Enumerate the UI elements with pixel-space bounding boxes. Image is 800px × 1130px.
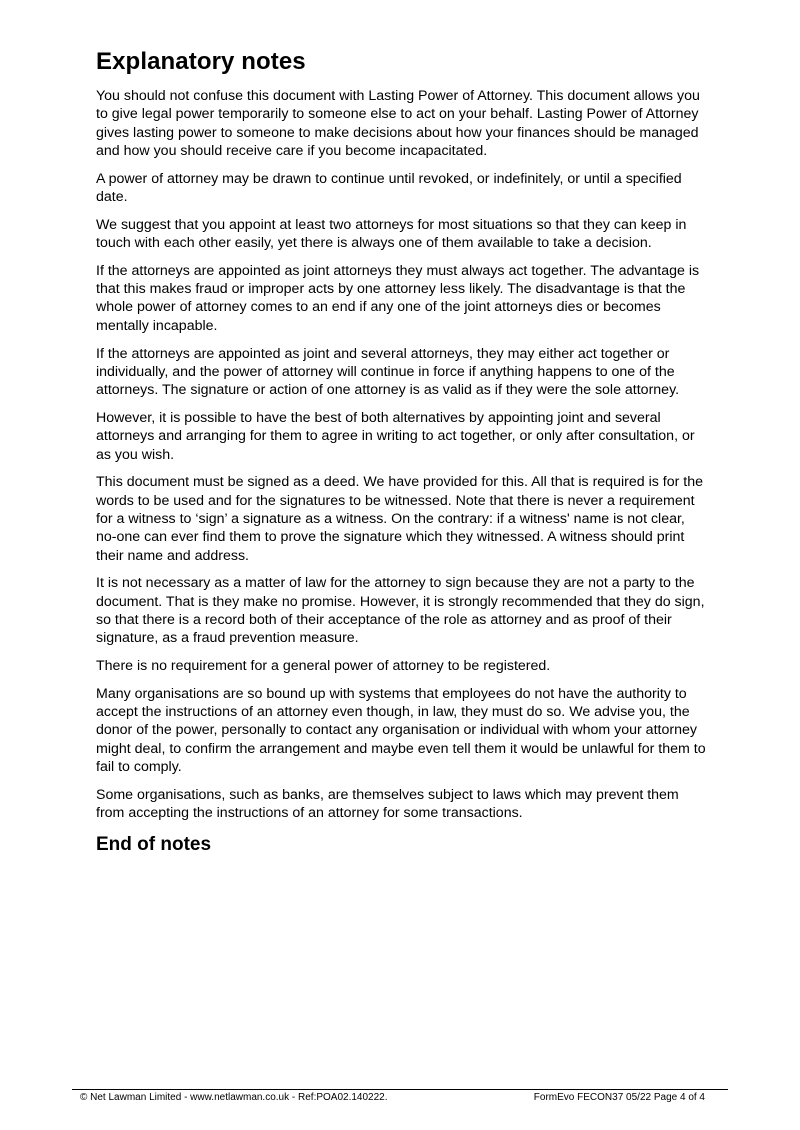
paragraph-attorney-signature: It is not necessary as a matter of law for the attorney to sign because they are not a party to the document. That is they make no promise. However, it is strongly recommended that they do sign, so that there is a record both of their acceptance of the role as attorney and as proof of their signature, as a fraud prevention measure. — [96, 575, 705, 647]
footer-page-reference: FormEvo FECON37 05/22 Page 4 of 4 — [533, 1092, 705, 1103]
end-of-notes-heading: End of notes — [96, 834, 212, 856]
paragraph-best-of-both: However, it is possible to have the best of both alternatives by appointing joint and several attorneys and arranging for them to agree in writing to act together, or only after consultation, or as you wish. — [96, 409, 695, 463]
document-page — [96, 46, 708, 856]
paragraph-joint-attorneys: If the attorneys are appointed as joint attorneys they must always act together. The advantage is that this makes fraud or improper acts by one attorney less likely. The disadvantage is that the whole power of attorney comes to an end if any one of the joint attorneys dies or becomes mentally incapable. — [96, 262, 700, 334]
footer-divider — [72, 1089, 728, 1090]
paragraph-organisations: Many organisations are so bound up with systems that employees do not have the authority to accept the instructions of an attorney even though, in law, they must do so. We advise you, the donor of the power, personally to contact any organisation or individual with whom your attorney might deal, to confirm the arrangement and maybe even tell them it would be unlawful for them to fail to comply. — [96, 685, 706, 775]
page-title: Explanatory notes — [96, 48, 306, 75]
paragraph-duration: A power of attorney may be drawn to continue until revoked, or indefinitely, or until a specified date. — [96, 170, 682, 205]
paragraph-two-attorneys: We suggest that you appoint at least two attorneys for most situations so that they can keep in touch with each other easily, yet there is always one of them available to take a decision. — [96, 216, 687, 252]
paragraph-lpa-distinction: You should not confuse this document with Lasting Power of Attorney. This document allows you to give legal power temporarily to someone else to act on your behalf. Lasting Power of Attorney gives lasting power to someone to make decisions about how your finances should be managed and how you should receive care if you become incapacitated. — [96, 88, 700, 159]
paragraph-signed-as-deed: This document must be signed as a deed. We have provided for this. All that is required is for the words to be used and for the signatures to be witnessed. Note that there is never a requirement for a witness to ‘sign’ a signature as a witness. On the contrary: if a witness' name is not clear, no-one can ever find them to prove the signature which they witnessed. A witness should print their name and address. — [96, 474, 703, 564]
paragraph-banks: Some organisations, such as banks, are themselves subject to laws which may prevent them from accepting the instructions of an attorney for some transactions. — [96, 786, 679, 822]
paragraph-joint-and-several: If the attorneys are appointed as joint and several attorneys, they may either act together or individually, and the power of attorney will continue in force if anything happens to one of the attorneys. The signature or action of one attorney is as valid as if they were the sole attorney. — [96, 345, 680, 399]
paragraph-registration: There is no requirement for a general power of attorney to be registered. — [96, 658, 551, 675]
footer-copyright: © Net Lawman Limited - www.netlawman.co.uk - Ref:POA02.140222. — [80, 1092, 388, 1103]
